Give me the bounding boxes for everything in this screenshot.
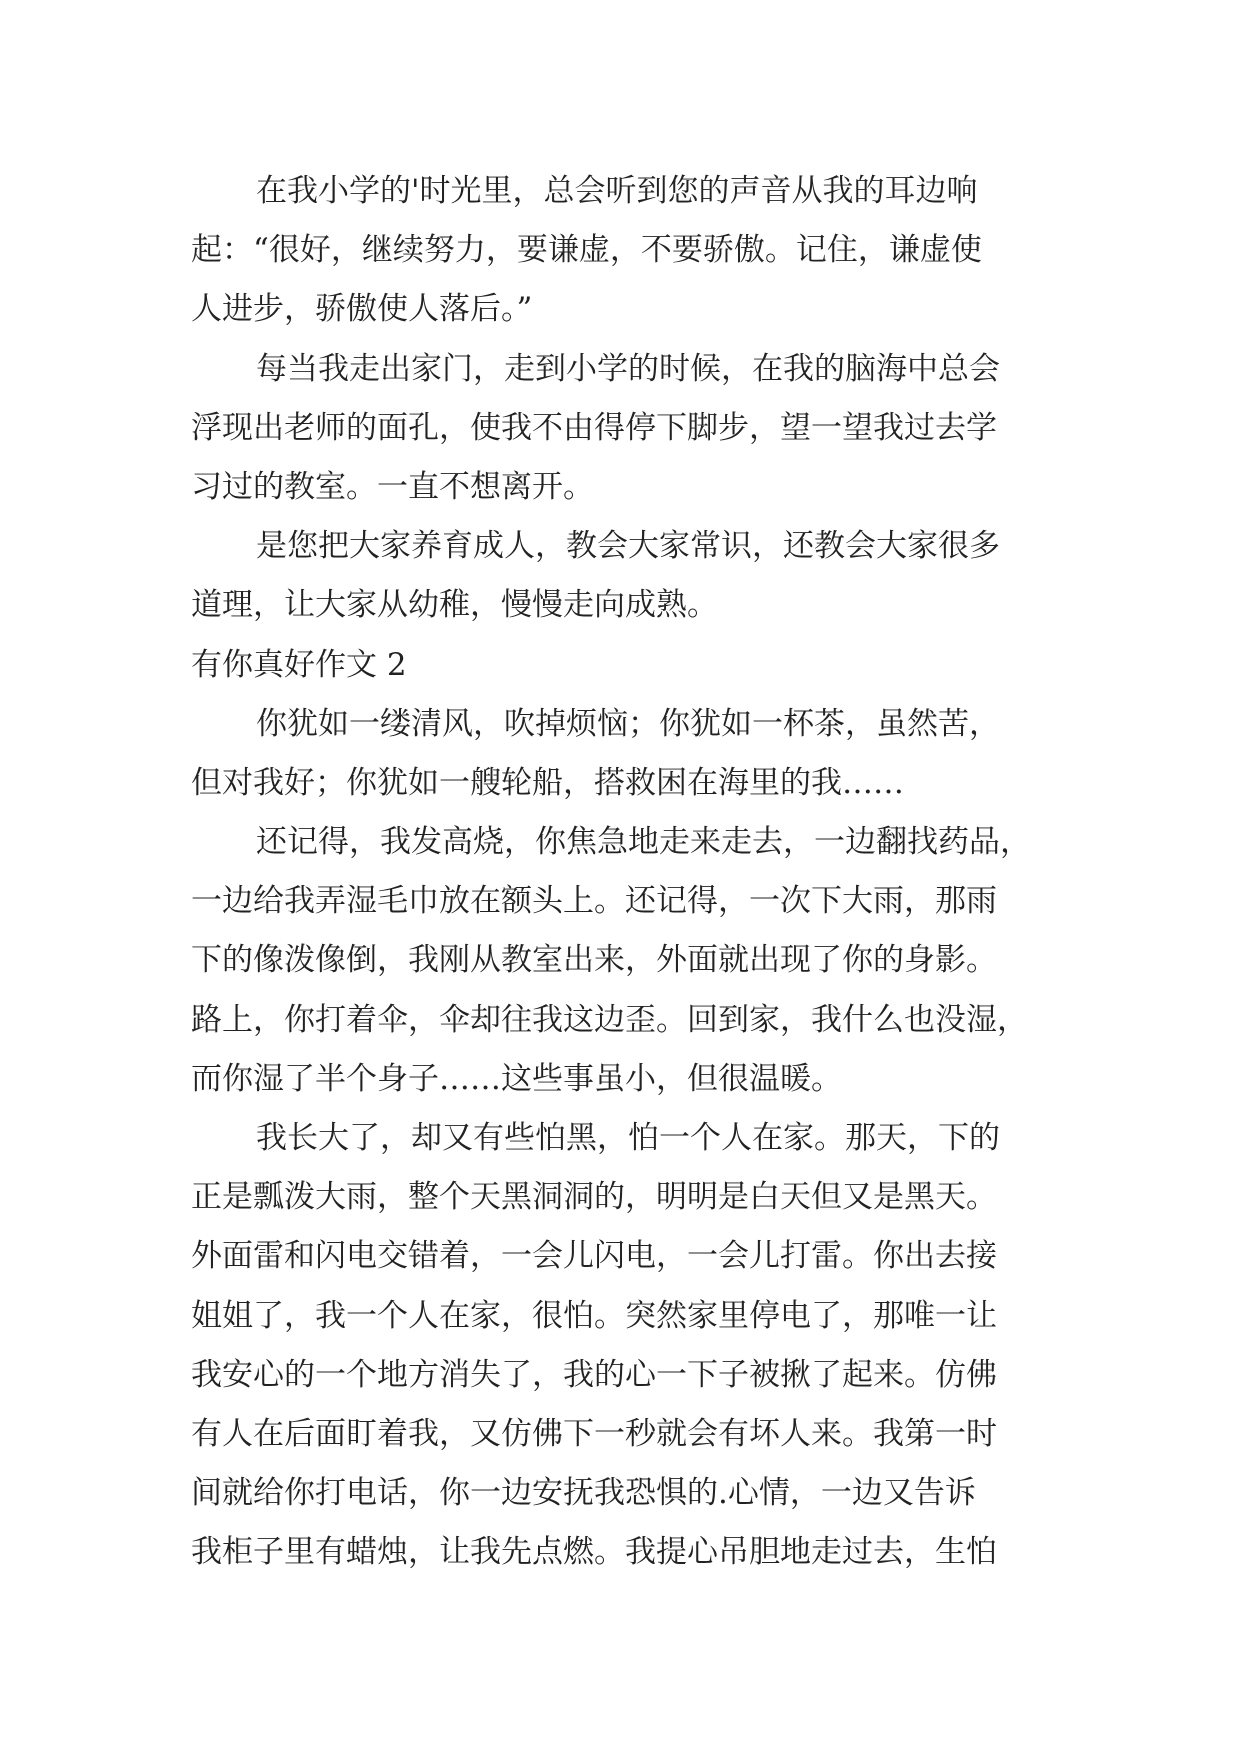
text-line: 外面雷和闪电交错着，一会儿闪电，一会儿打雷。你出去接 xyxy=(191,1238,997,1275)
text-line: 我安心的一个地方消失了，我的心一下子被揪了起来。仿佛 xyxy=(191,1356,997,1393)
text-line: 正是瓢泼大雨，整个天黑洞洞的，明明是白天但又是黑天。 xyxy=(191,1179,997,1216)
text-line: 习过的教室。一直不想离开。 xyxy=(191,468,594,505)
text-line: 我长大了，却又有些怕黑，怕一个人在家。那天，下的 xyxy=(256,1120,1000,1156)
text-line: 我柜子里有蜡烛，让我先点燃。我提心吊胆地走过去，生怕 xyxy=(191,1534,997,1571)
text-line: 而你湿了半个身子……这些事虽小，但很温暖。 xyxy=(191,1060,842,1097)
essay-text xyxy=(191,162,1051,1583)
text-line: 道理，让大家从幼稚，慢慢走向成熟。 xyxy=(191,587,718,624)
text-line: 但对我好；你犹如一艘轮船，搭救困在海里的我…… xyxy=(191,764,904,801)
text-line: 路上，你打着伞，伞却往我这边歪。回到家，我什么也没湿， xyxy=(191,1001,1028,1038)
text-line: 有人在后面盯着我，又仿佛下一秒就会有坏人来。我第一时 xyxy=(191,1415,997,1452)
text-line: 你犹如一缕清风，吹掉烦恼；你犹如一杯茶，虽然苦， xyxy=(256,705,1000,742)
text-line: 是您把大家养育成人，教会大家常识，还教会大家很多 xyxy=(256,528,1000,565)
text-line: 人进步，骄傲使人落后。” xyxy=(191,291,533,328)
section-heading: 有你真好作文 2 xyxy=(191,646,407,683)
text-line: 姐姐了，我一个人在家，很怕。突然家里停电了，那唯一让 xyxy=(191,1297,997,1334)
text-line: 一边给我弄湿毛巾放在额头上。还记得，一次下大雨，那雨 xyxy=(191,883,997,920)
text-line: 间就给你打电话，你一边安抚我恐惧的.心情，一边又告诉 xyxy=(191,1475,976,1512)
text-line: 在我小学的'时光里，总会听到您的声音从我的耳边响 xyxy=(256,173,978,209)
text-line: 下的像泼像倒，我刚从教室出来，外面就出现了你的身影。 xyxy=(191,942,997,979)
text-line: 起：“很好，继续努力，要谦虚，不要骄傲。记住，谦虚使 xyxy=(191,232,982,269)
text-line: 浮现出老师的面孔，使我不由得停下脚步，望一望我过去学 xyxy=(191,409,997,446)
text-line: 还记得，我发高烧，你焦急地走来走去，一边翻找药品， xyxy=(256,824,1031,861)
text-line: 每当我走出家门，走到小学的时候，在我的脑海中总会 xyxy=(256,350,1000,387)
